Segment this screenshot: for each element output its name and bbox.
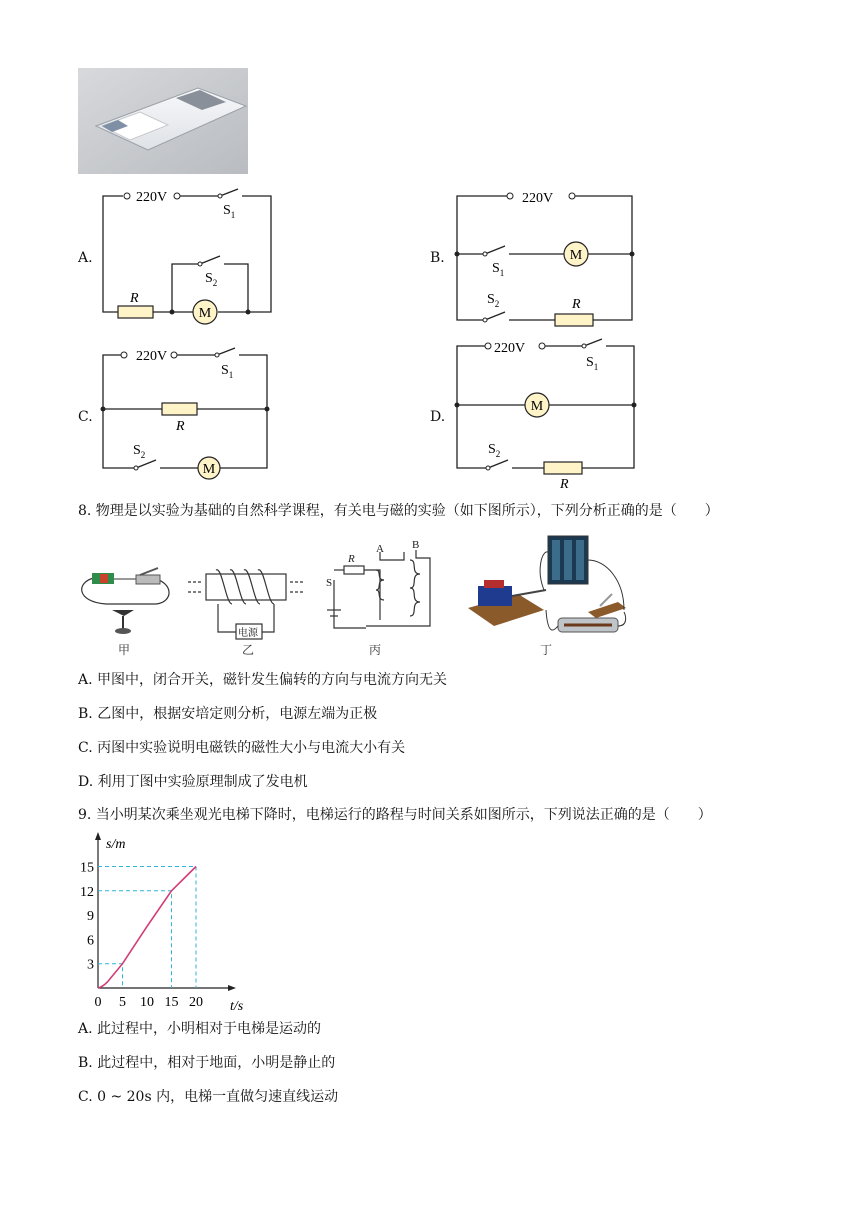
q8-option-a: A. 甲图中，闭合开关，磁针发生偏转的方向与电流方向无关: [78, 672, 448, 688]
x-tick-label: 20: [189, 995, 203, 1010]
svg-text:S2: $S_2$: [487, 292, 500, 309]
figure-ding: [468, 536, 626, 632]
q9-option-a: A. 此过程中，小明相对于电梯是运动的: [78, 1021, 322, 1037]
svg-text:S1: $S_1$: [221, 363, 234, 380]
svg-text:M: M: [530, 399, 544, 414]
switch2-label: $S_2$: [205, 271, 218, 288]
q8-option-c: C. 丙图中实验说明电磁铁的磁性大小与电流大小有关: [78, 740, 406, 756]
q8-option-d: D. 利用丁图中实验原理制成了发电机: [78, 774, 308, 790]
circuit-b: [448, 186, 643, 326]
option-a-label: A.: [78, 250, 93, 266]
series-line: [98, 867, 196, 989]
q9-option-b: B. 此过程中，相对于地面，小明是静止的: [78, 1055, 336, 1071]
y-axis-label: s/m: [106, 837, 126, 852]
svg-text:M: M: [569, 248, 583, 263]
x-axis-label: t/s: [230, 999, 244, 1014]
svg-text:乙: 乙: [242, 643, 255, 657]
s-t-chart: [82, 828, 262, 1014]
q9-stem: 9. 当小明某次乘坐观光电梯下降时，电梯运行的路程与时间关系如图所示，下列说法正确的是（ ）: [78, 807, 712, 823]
svg-text:甲: 甲: [118, 643, 131, 657]
svg-text:丙: 丙: [369, 643, 382, 657]
option-b-label: B.: [430, 250, 445, 266]
svg-text:220V: 220V: [522, 191, 554, 206]
y-tick-label: 9: [87, 909, 94, 925]
y-axis-arrow: [95, 832, 101, 840]
figure-jia: [82, 568, 169, 657]
svg-text:M: M: [202, 462, 216, 477]
y-tick-label: 3: [87, 957, 94, 973]
x-tick-label: 5: [119, 995, 126, 1010]
q8-option-b: B. 乙图中，根据安培定则分析，电源左端为正极: [78, 706, 378, 722]
x-tick-label: 0: [94, 995, 102, 1010]
x-tick-label: 15: [164, 995, 179, 1010]
svg-text:S2: $S_2$: [133, 443, 146, 460]
svg-text:R: R: [348, 553, 355, 565]
q9-option-c: C. 0 ~ 20s 内，电梯一直做匀速直线运动: [78, 1089, 339, 1105]
svg-text:S1: $S_1$: [586, 355, 599, 372]
circuit-a: [96, 186, 286, 326]
y-tick-label: 12: [80, 884, 94, 900]
svg-text:R: R: [560, 477, 569, 492]
y-tick-label: 15: [80, 860, 94, 876]
svg-text:S: S: [326, 577, 333, 589]
q8-stem: 8. 物理是以实验为基础的自然科学课程，有关电与磁的实验（如下图所示），下列分析正确的是（ ）: [78, 503, 719, 519]
x-tick-label: 10: [140, 995, 154, 1010]
svg-text:电源: 电源: [238, 628, 258, 639]
svg-text:220V: 220V: [136, 349, 168, 364]
svg-text:S2: $S_2$: [488, 442, 501, 459]
supply-label: 220V: [136, 190, 168, 205]
svg-text:R: R: [572, 297, 581, 312]
svg-text:R: R: [176, 419, 185, 434]
bath-heater-photo: [78, 68, 248, 174]
y-tick-label: 6: [87, 933, 94, 949]
x-axis-arrow: [228, 985, 236, 991]
option-d-label: D.: [430, 409, 446, 425]
q8-figures: [76, 530, 636, 665]
motor-symbol: M: [198, 306, 212, 321]
svg-text:丁: 丁: [540, 643, 553, 657]
svg-text:220V: 220V: [494, 341, 526, 356]
resistor-label: R: [130, 291, 139, 306]
option-c-label: C.: [78, 409, 93, 425]
circuit-d: [448, 334, 643, 494]
circuit-c: [96, 344, 286, 477]
svg-text:A: A: [376, 543, 384, 555]
figure-bing: [327, 550, 430, 628]
switch1-label: $S_1$: [223, 203, 236, 220]
guide-line-1: [98, 891, 172, 988]
svg-text:B: B: [412, 539, 420, 551]
svg-text:S1: $S_1$: [492, 261, 505, 278]
